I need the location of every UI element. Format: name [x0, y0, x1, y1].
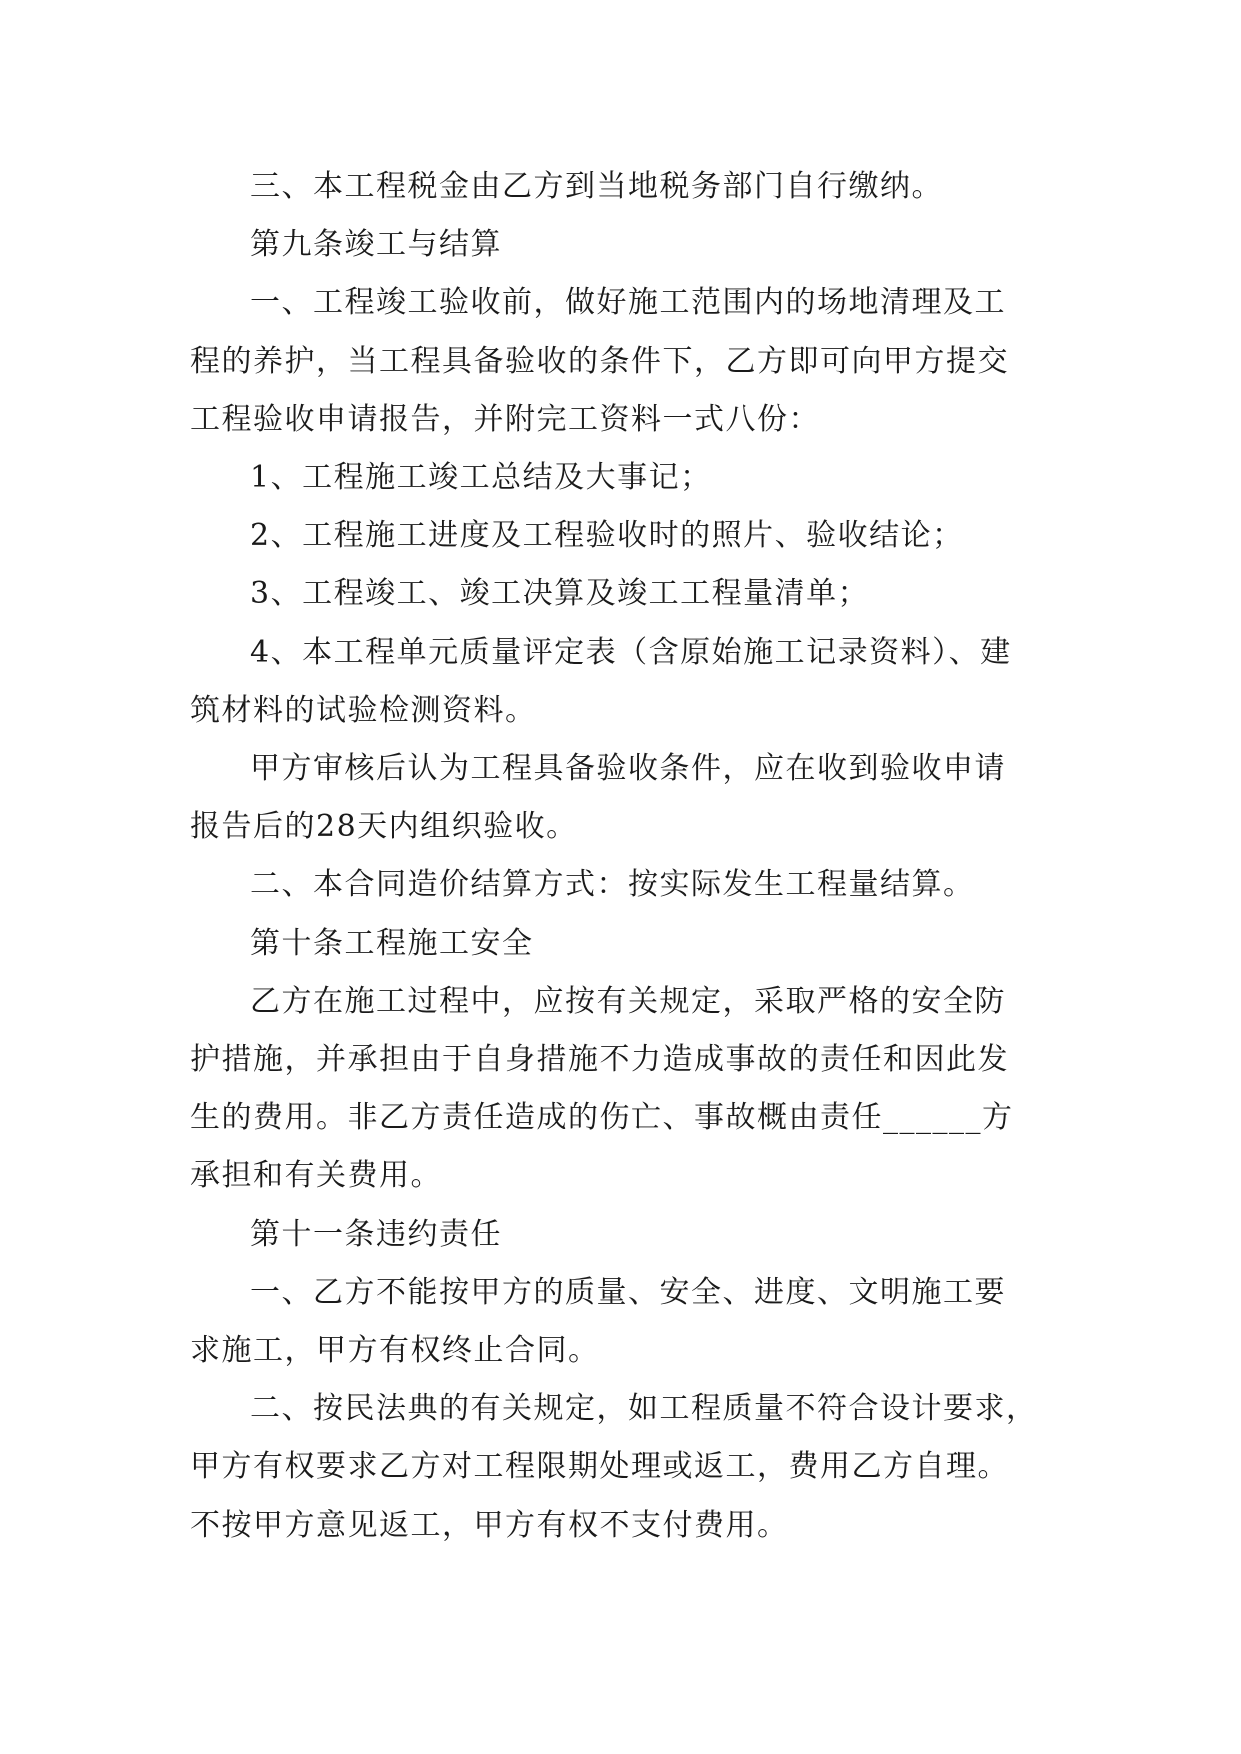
paragraph-breach-1: [190, 1264, 1050, 1380]
text-line: 甲方有权要求乙方对工程限期处理或返工，费用乙方自理。: [190, 1449, 1009, 1485]
document-body: [190, 158, 1050, 1555]
text-line: 工程验收申请报告，并附完工资料一式八份：: [190, 401, 820, 437]
text-line: 承担和有关费用。: [190, 1158, 442, 1194]
heading-article-10: [190, 915, 1050, 973]
text-line: 1、工程施工竣工总结及大事记；: [250, 460, 712, 496]
paragraph-review: [190, 740, 1050, 856]
text-line: 报告后的28天内组织验收。: [190, 809, 578, 845]
text-line: 不按甲方意见返工，甲方有权不支付费用。: [190, 1507, 789, 1543]
text-line: 一、乙方不能按甲方的质量、安全、进度、文明施工要: [250, 1274, 1006, 1310]
text-line: 一、工程竣工验收前，做好施工范围内的场地清理及工: [250, 285, 1006, 321]
text-line: 第十一条违约责任: [250, 1216, 502, 1252]
paragraph-breach-2: [190, 1380, 1050, 1555]
heading-article-11: [190, 1206, 1050, 1264]
text-line: 二、按民法典的有关规定，如工程质量不符合设计要求，: [250, 1391, 1038, 1427]
paragraph-tax: [190, 158, 1050, 216]
paragraph-completion-acceptance: [190, 274, 1050, 449]
list-item-1: [190, 449, 1050, 507]
text-line: 护措施，并承担由于自身措施不力造成事故的责任和因此发: [190, 1042, 1009, 1078]
text-line: 2、工程施工进度及工程验收时的照片、验收结论；: [250, 518, 964, 554]
text-line: 第九条竣工与结算: [250, 227, 502, 263]
text-line: 生的费用。非乙方责任造成的伤亡、事故概由责任______方: [190, 1100, 1014, 1136]
text-line: 程的养护，当工程具备验收的条件下，乙方即可向甲方提交: [190, 343, 1009, 379]
text-line: 二、本合同造价结算方式：按实际发生工程量结算。: [250, 867, 975, 903]
text-line: 三、本工程税金由乙方到当地税务部门自行缴纳。: [250, 169, 943, 204]
list-item-4: [190, 624, 1050, 740]
text-line: 筑材料的试验检测资料。: [190, 692, 537, 728]
list-item-3: [190, 565, 1050, 623]
text-line: 乙方在施工过程中，应按有关规定，采取严格的安全防: [250, 983, 1006, 1019]
paragraph-safety: [190, 973, 1050, 1206]
text-line: 甲方审核后认为工程具备验收条件，应在收到验收申请: [250, 751, 1006, 787]
text-line: 第十条工程施工安全: [250, 925, 534, 961]
list-item-2: [190, 507, 1050, 565]
text-line: 3、工程竣工、竣工决算及竣工工程量清单；: [250, 576, 870, 612]
paragraph-settlement-method: [190, 856, 1050, 914]
text-line: 4、本工程单元质量评定表（含原始施工记录资料）、建: [250, 634, 1012, 670]
heading-article-9: [190, 216, 1050, 274]
text-line: 求施工，甲方有权终止合同。: [190, 1333, 600, 1369]
